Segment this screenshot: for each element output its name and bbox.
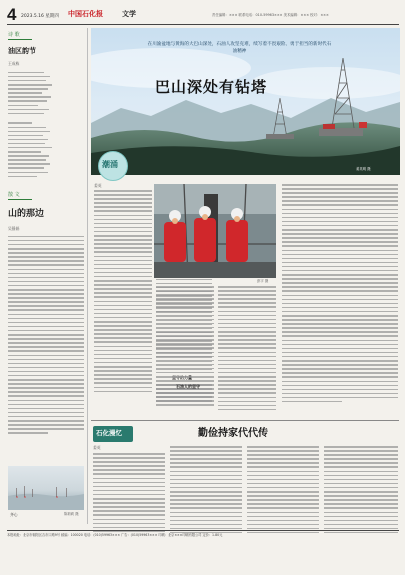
left-photo-caption: 齐心 — [10, 512, 18, 517]
feature-col-5 — [282, 184, 398, 405]
footer-info: 本报地址：北京市朝阳区吉市口路9号 邮编：100020 电话：(010)59963××× 广告：(010)59963××× 印刷：北京×××印刷有限公司 定价：1.80元 — [7, 533, 223, 537]
workers-photo-credit: 彭宇 摄 — [257, 279, 269, 283]
prose-author: 吴静娟 — [8, 226, 20, 231]
workers-photo — [154, 184, 276, 278]
feature-intro: 在川渝盆地与黄海的大巴山深处，石油人攻坚克难，续写着不畏艰险、勇于担当的新时代石油精神 — [147, 42, 332, 54]
prose-section — [8, 193, 84, 436]
prose-title: 山的那边 — [8, 209, 45, 219]
bottom-col-1 — [93, 453, 165, 535]
bottom-col-4 — [324, 446, 398, 536]
feature-badge-label: 潮涌 — [102, 159, 118, 169]
poem-title: 油区韵节 — [8, 46, 36, 55]
feature-author: 姜英 — [94, 183, 102, 188]
bottom-col-3 — [247, 446, 319, 536]
poem-author: 王成栋 — [8, 61, 20, 66]
left-photo-credit: 陈莉莉 摄 — [64, 512, 79, 516]
feature-subheading-3: 石油人的坚守 — [176, 384, 200, 389]
editor-info: 责任编辑：××× 联系电话：010-59963××× 美术编辑：××× 校对：××× — [212, 13, 329, 17]
feature-photo-credit: 姜英明 摄 — [356, 167, 371, 171]
newspaper-brand: 中国石化报 — [68, 9, 103, 18]
poem-body — [8, 72, 52, 177]
prose-tag: 散 文 — [8, 193, 32, 200]
footer-rule — [7, 530, 399, 531]
bottom-section-rule — [91, 420, 399, 421]
section-name: 文学 — [122, 9, 136, 18]
left-photo — [8, 466, 84, 510]
bottom-col-2 — [170, 446, 242, 536]
memory-logo-text: 石化漫忆 — [96, 429, 122, 437]
feature-col-4 — [218, 286, 276, 413]
feature-col-3b — [156, 392, 214, 408]
bottom-article-author: 姜英 — [93, 445, 101, 450]
bottom-article-title: 勤俭持家代代传 — [198, 428, 268, 439]
header-date: 2023.5.16 星期四 — [21, 14, 59, 19]
left-column-divider — [87, 28, 88, 524]
page-number: 4 — [7, 5, 17, 24]
poem-section — [8, 33, 84, 180]
page-header — [7, 6, 399, 22]
header-rule — [7, 24, 399, 25]
prose-body — [8, 236, 84, 434]
feature-col-3 — [156, 286, 214, 397]
poem-tag: 诗 歌 — [8, 33, 32, 40]
feature-col-1 — [94, 190, 152, 395]
feature-title: 巴山深处有钻塔 — [155, 78, 268, 96]
